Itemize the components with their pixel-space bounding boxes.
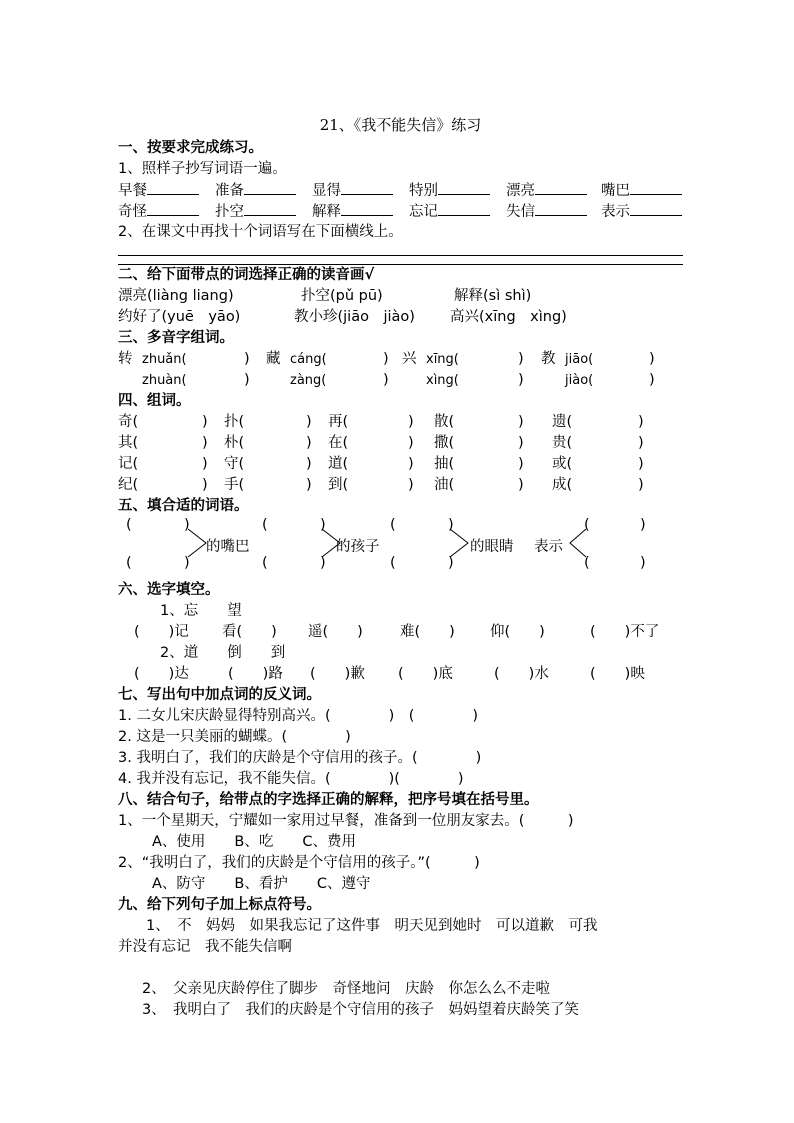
copy-word: 特别 [409, 183, 438, 199]
blank-item[interactable]: 难( ) [400, 624, 455, 640]
write-line[interactable] [535, 201, 587, 216]
paren-close: ) [306, 456, 312, 472]
s9-item-3: 3、 我明白了 我们的庆龄是个守信用的孩子 妈妈望着庆龄笑了笑 [142, 1002, 579, 1018]
write-line[interactable] [438, 201, 490, 216]
pinyin: cáng( [290, 352, 327, 367]
s6-group-1-label: 1、忘 望 [160, 603, 242, 619]
paren-close: ) [518, 456, 524, 472]
word-char: 朴( [224, 435, 245, 451]
paren-close: ) [649, 372, 655, 388]
paren-open: ( [584, 517, 590, 533]
copy-word: 显得 [312, 183, 341, 199]
section-9-heading: 九、给下列句子加上标点符号。 [118, 897, 321, 913]
s8-q1: 1、一个星期天，宁耀如一家用过早餐，准备到一位朋友家去。( ) [118, 813, 574, 829]
section-3-heading: 三、多音字组词。 [118, 330, 234, 346]
page-title: 21、《我不能失信》练习 [319, 116, 482, 134]
polyphone-char: 转 [118, 351, 133, 367]
connector-bracket [450, 529, 468, 557]
paren-open: ( [390, 555, 396, 571]
write-line[interactable] [147, 201, 199, 216]
blank-item[interactable]: ( )记 [134, 624, 189, 640]
write-line[interactable] [341, 201, 393, 216]
connector-bracket [188, 529, 206, 557]
blank-item[interactable]: ( )达 [134, 666, 189, 682]
word-char: 成( [552, 477, 573, 493]
s4-row [118, 412, 683, 433]
paren-close: ) [408, 477, 414, 493]
s1-word-row-1 [118, 180, 683, 201]
polyphone-char: 教 [541, 351, 556, 367]
pinyin-choice[interactable]: 教小珍(jiāo jiào) [294, 309, 415, 325]
connector-bracket [570, 529, 586, 557]
blank-item[interactable]: ( )水 [494, 666, 549, 682]
blank-item[interactable]: ( )不了 [590, 624, 660, 640]
antonym-item: 2. 这是一只美丽的蝴蝶。( ) [118, 729, 351, 745]
s8-q2-options: A、防守 B、看护 C、遵守 [152, 876, 371, 892]
blank-item[interactable]: 遥( ) [308, 624, 363, 640]
paren-close: ) [640, 517, 646, 533]
antonym-item: 3. 我明白了，我们的庆龄是个守信用的孩子。( ) [118, 750, 482, 766]
s4-row [118, 433, 683, 454]
section-8-heading: 八、结合句子，给带点的字选择正确的解释，把序号填在括号里。 [118, 792, 539, 808]
pinyin: jiāo( [565, 352, 594, 367]
pinyin-choice[interactable]: 扑空(pǔ pū) [301, 288, 383, 304]
paren-close: ) [518, 477, 524, 493]
word-char: 扑( [224, 414, 245, 430]
phrase-prefix: 表示 [534, 539, 563, 555]
paren-close: ) [383, 372, 389, 388]
s9-item-1: 1、 不 妈妈 如果我忘记了这件事 明天见到她时 可以道歉 可我 [146, 918, 598, 934]
s1-q1: 1、照样子抄写词语一遍。 [118, 161, 287, 177]
word-char: 其( [118, 435, 139, 451]
paren-close: ) [408, 414, 414, 430]
blank-item[interactable]: ( )底 [398, 666, 453, 682]
phrase-suffix: 的孩子 [336, 539, 380, 555]
s8-q2: 2、“我明白了，我们的庆龄是个守信用的孩子。”( ) [118, 855, 480, 871]
word-char: 记( [118, 456, 139, 472]
word-char: 在( [328, 435, 349, 451]
paren-close: ) [320, 517, 326, 533]
pinyin: jiào( [565, 373, 594, 388]
s3-row-1 [118, 349, 683, 370]
word-char: 撒( [434, 435, 455, 451]
s3-row-2 [118, 370, 683, 391]
polyphone-char: 兴 [402, 351, 417, 367]
paren-close: ) [518, 435, 524, 451]
write-line[interactable] [630, 180, 682, 195]
word-char: 守( [224, 456, 245, 472]
s6-group-2-items [118, 664, 683, 685]
pinyin: zhuǎn( [142, 352, 187, 367]
phrase-suffix: 的眼睛 [470, 539, 514, 555]
paren-open: ( [126, 517, 132, 533]
paren-close: ) [408, 456, 414, 472]
word-char: 到( [328, 477, 349, 493]
antonym-item: 1. 二女儿宋庆龄显得特别高兴。( ) ( ) [118, 708, 479, 724]
paren-close: ) [448, 517, 454, 533]
pinyin: zàng( [290, 373, 327, 388]
paren-close: ) [638, 414, 644, 430]
blank-item[interactable]: ( )路 [228, 666, 283, 682]
copy-word: 忘记 [409, 204, 438, 220]
s6-group-2-label: 2、道 倒 到 [160, 645, 286, 661]
paren-close: ) [518, 351, 524, 367]
paren-close: ) [408, 435, 414, 451]
write-line[interactable] [535, 180, 587, 195]
paren-close: ) [383, 351, 389, 367]
pinyin-choice[interactable]: 约好了(yuē yāo) [118, 309, 241, 325]
paren-close: ) [638, 456, 644, 472]
s1-q2: 2、在课文中再找十个词语写在下面横线上。 [118, 224, 403, 240]
paren-close: ) [649, 351, 655, 367]
write-line[interactable] [244, 201, 296, 216]
pinyin-choice[interactable]: 解释(sì shì) [454, 288, 532, 304]
blank-item[interactable]: 看( ) [222, 624, 277, 640]
section-4-heading: 四、组词。 [118, 393, 191, 409]
phrase-suffix: 的嘴巴 [206, 539, 250, 555]
copy-word: 奇怪 [118, 204, 147, 220]
write-line[interactable] [244, 180, 296, 195]
copy-word: 嘴巴 [601, 183, 630, 199]
paren-close: ) [184, 555, 190, 571]
s9-item-2: 2、 父亲见庆龄停住了脚步 奇怪地问 庆龄 你怎么么不走啦 [142, 981, 550, 997]
word-char: 手( [224, 477, 245, 493]
copy-word: 解释 [312, 204, 341, 220]
paren-close: ) [202, 456, 208, 472]
pinyin: zhuàn( [142, 373, 187, 388]
paren-close: ) [306, 414, 312, 430]
connector-lines [118, 517, 683, 580]
copy-word: 扑空 [215, 204, 244, 220]
s6-group-1-items [118, 622, 683, 643]
section-7-heading: 七、写出句中加点词的反义词。 [118, 687, 321, 703]
pinyin-choice[interactable]: 漂亮(liàng liang) [118, 288, 234, 304]
write-line[interactable] [147, 180, 199, 195]
polyphone-char: 藏 [266, 351, 281, 367]
copy-word: 准备 [215, 183, 244, 199]
pinyin: xìng( [426, 373, 459, 388]
paren-close: ) [640, 555, 646, 571]
s4-row [118, 454, 683, 475]
paren-close: ) [448, 555, 454, 571]
paren-close: ) [202, 414, 208, 430]
blank-item[interactable]: ( )映 [590, 666, 645, 682]
word-char: 道( [328, 456, 349, 472]
s1-word-row-2 [118, 201, 683, 222]
word-char: 贵( [552, 435, 573, 451]
copy-word: 失信 [506, 204, 535, 220]
paren-close: ) [202, 477, 208, 493]
antonym-item: 4. 我并没有忘记，我不能失信。( )( ) [118, 771, 464, 787]
pinyin-choice[interactable]: 高兴(xīng xìng) [450, 309, 567, 325]
paren-open: ( [126, 555, 132, 571]
word-char: 奇( [118, 414, 139, 430]
paren-close: ) [518, 372, 524, 388]
paren-close: ) [306, 477, 312, 493]
paren-close: ) [184, 517, 190, 533]
write-line[interactable] [341, 180, 393, 195]
write-line[interactable] [630, 201, 682, 216]
paren-open: ( [390, 517, 396, 533]
word-char: 再( [328, 414, 349, 430]
s8-q1-options: A、使用 B、吃 C、费用 [152, 834, 356, 850]
section-2-heading: 二、给下面带点的词选择正确的读音画√ [118, 267, 375, 283]
copy-word: 早餐 [118, 183, 147, 199]
paren-close: ) [320, 555, 326, 571]
s9-item-1-cont: 并没有忘记 我不能失信啊 [118, 939, 292, 955]
write-line[interactable] [438, 180, 490, 195]
copy-word: 漂亮 [506, 183, 535, 199]
s4-row [118, 475, 683, 496]
s2-row-1 [118, 286, 683, 307]
paren-close: ) [244, 351, 250, 367]
paren-close: ) [518, 414, 524, 430]
paren-close: ) [306, 435, 312, 451]
section-1-heading: 一、按要求完成练习。 [118, 140, 263, 156]
word-char: 油( [434, 477, 455, 493]
copy-word: 表示 [601, 204, 630, 220]
s2-row-2 [118, 307, 683, 328]
s5-fill-block [118, 517, 683, 580]
word-char: 散( [434, 414, 455, 430]
word-char: 抽( [434, 456, 455, 472]
paren-close: ) [638, 477, 644, 493]
paren-open: ( [262, 517, 268, 533]
section-6-heading: 六、选字填空。 [118, 582, 220, 598]
word-char: 遗( [552, 414, 573, 430]
paren-close: ) [244, 372, 250, 388]
section-5-heading: 五、填合适的词语。 [118, 498, 249, 514]
paren-close: ) [202, 435, 208, 451]
word-char: 或( [552, 456, 573, 472]
word-char: 纪( [118, 477, 139, 493]
blank-item[interactable]: 仰( ) [490, 624, 545, 640]
pinyin: xīng( [426, 352, 459, 367]
paren-close: ) [638, 435, 644, 451]
paren-open: ( [262, 555, 268, 571]
paren-open: ( [584, 555, 590, 571]
blank-item[interactable]: ( )歉 [310, 666, 365, 682]
worksheet [118, 112, 683, 1021]
